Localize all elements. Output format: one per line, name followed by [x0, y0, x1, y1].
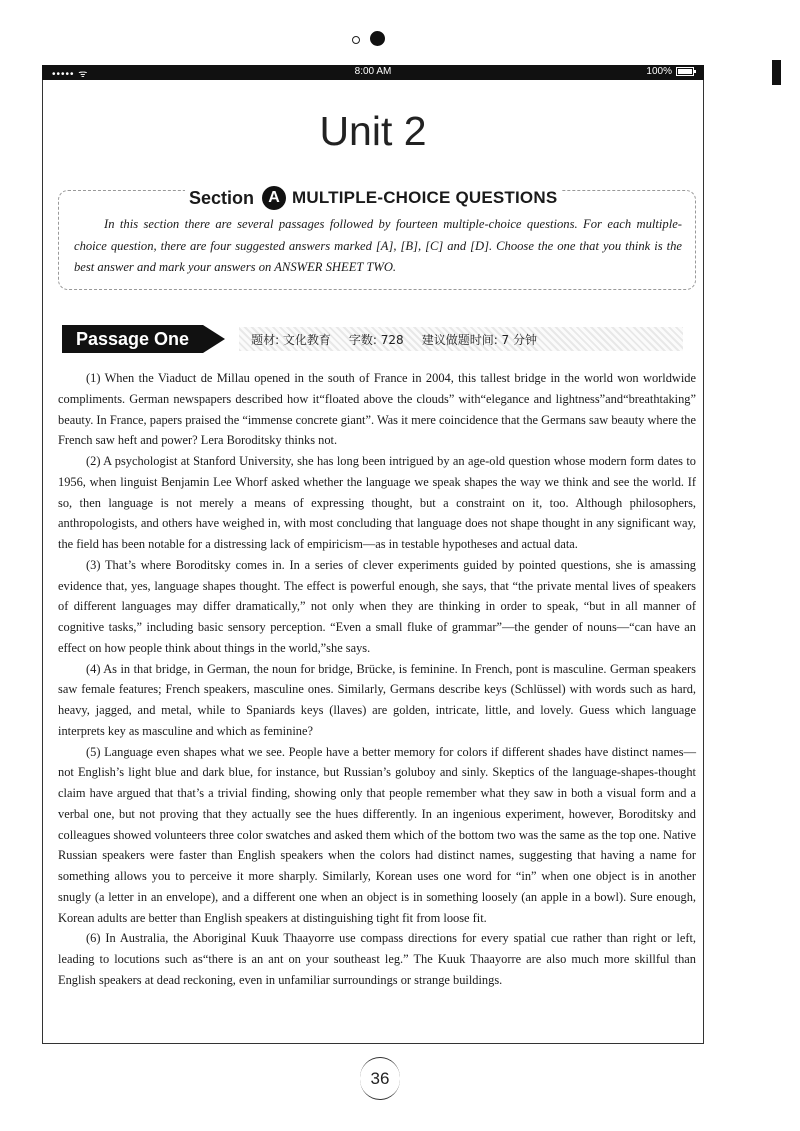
section-title: MULTIPLE-CHOICE QUESTIONS: [292, 188, 558, 207]
section-letter-badge: A: [262, 186, 286, 210]
paragraph-2: (2) A psychologist at Stanford University, she has long been intrigued by an age-old question whose modern form dates to 1956, when linguist Benjamin Lee Whorf asked whether the language we speak shapes the way we think and see the world. If so, then language is not merely a means of expressing thought, but a constraint on it, too. Although philosophers, anthropologists, and others have weighed in, with most concluding that language does not shape thought in any significant way, the field has been notable for a distressing lack of empiricism—as in testable hypotheses and actual data.: [58, 454, 696, 551]
paragraph-5: (5) Language even shapes what we see. People have a better memory for colors if different shades have distinct names—not English’s light blue and dark blue, for instance, but Russian’s goluboy and sinly. Skeptics of the language-shapes-thought claim have argued that that’s a trivial finding, showing only that people remember what they saw in both a visual form and a verbal one, but not proving that they actually see the hues differently. In an ingenious experiment, however, Boroditsky and colleagues showed volunteers three color swatches and asked them which of the bottom two was the same as the top one. Native Russian speakers were faster than English speakers when the colors had distinct names, suggesting that having a name for something allows you to perceive it more sharply. Similarly, Korean uses one word for “in” when one object is in another snugly (a letter in an envelope), and a different one when an object is in something loosely (an apple in a bowl). Sure enough, Korean adults are better than English speakers at distinguishing tight fit from loose fit.: [58, 744, 696, 925]
camera-sensor-icon: [352, 36, 360, 44]
signal-wifi-icon: ••••• ᯤ: [52, 69, 89, 80]
paragraph-1: (1) When the Viaduct de Millau opened in the south of France in 2004, this tallest bridge in the world won worldwide compliments. German newspapers described how it“floated above the clouds” with“elegance and lightness”and“breathtaking” beauty. In France, papers praised the “immense concrete giant”. Was it mere coincidence that the Germans saw beauty where the French saw heft and power? Lera Boroditsky thinks not.: [58, 371, 696, 448]
paragraph-6: (6) In Australia, the Aboriginal Kuuk Thaayorre use compass directions for every spatial cue rather than right or left, leading to locutions such as“there is an ant on your southeast leg.” The Kuuk Thaayorre are also much more skillful than English speakers at dead reckoning, even in unfamiliar surroundings or strange buildings.: [58, 931, 696, 987]
section-word: Section: [189, 187, 255, 208]
side-bookmark-tab: [772, 60, 781, 85]
section-instructions: In this section there are several passages followed by fourteen multiple-choice questions. For each multiple-choice question, there are four suggested answers marked [A], [B], [C] and [D]. Choose the one that you think is the best answer and mark your answers on ANSWER SHEET TWO.: [74, 217, 682, 274]
page-number: [358, 1057, 402, 1101]
camera-lens-icon: [370, 31, 385, 46]
status-bar: [42, 65, 704, 80]
status-time: 8:00 AM: [354, 66, 392, 77]
passage-banner: [62, 325, 683, 353]
paragraph-4: (4) As in that bridge, in German, the noun for bridge, Brücke, is feminine. In French, pont is masculine. German speakers saw female features; French speakers, masculine ones. Similarly, Germans describe keys (Schlüssel) with words such as hard, heavy, jagged, and metal, while to Spaniards keys (llaves) are golden, intricate, little, and lovely. Guess which language interprets key as masculine and which as feminine?: [58, 661, 696, 738]
passage-topic: 题材: 文化教育: [251, 332, 331, 347]
passage-suggested-time: 建议做题时间: 7 分钟: [421, 332, 537, 347]
passage-label: Passage One: [62, 325, 203, 353]
battery-indicator: [646, 66, 694, 77]
passage-meta: [239, 327, 683, 351]
banner-arrow-icon: [203, 325, 225, 353]
paragraph-3: (3) That’s where Boroditsky comes in. In a series of clever experiments guided by pointed questions, she is amassing evidence that, yes, language shapes thought. The effect is powerful enough, she says, that “the private mental lives of speakers of different languages may differ dramatically,” not only when they are thinking in order to speak, “but in all manner of cognitive tasks,” including basic sensory perception. “Even a small fluke of grammar”—the gender of nouns—“can have an effect on how people think about things in the world,”she says.: [58, 557, 696, 655]
battery-icon: [676, 67, 694, 76]
passage-body: [58, 368, 696, 991]
battery-percent: 100%: [646, 66, 672, 77]
section-heading: [185, 186, 561, 210]
page-number-text: 36: [370, 1069, 390, 1088]
passage-word-count: 字数: 728: [348, 332, 404, 347]
unit-title: Unit 2: [319, 108, 427, 154]
